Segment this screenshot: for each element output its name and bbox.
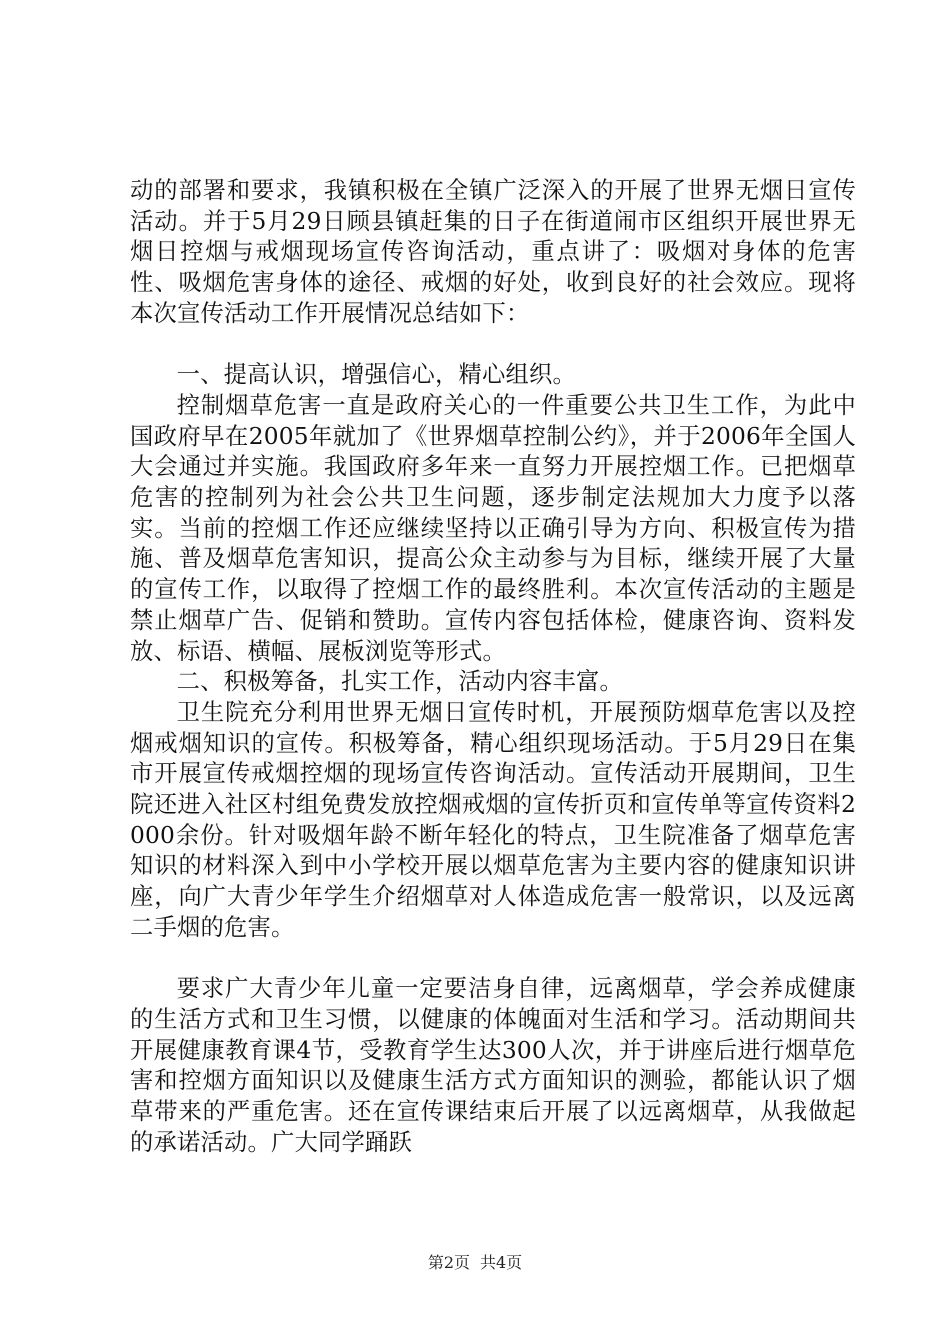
section-heading-2: 二、积极筹备，扎实工作，活动内容丰富。 — [176, 668, 624, 696]
document-body — [130, 176, 856, 1158]
page-footer — [0, 1253, 950, 1273]
section-2-paragraph: 卫生院充分利用世界无烟日宣传时机，开展预防烟草危害以及控烟戒烟知识的宣传。积极筹备，精心组织现场活动。于5月29日在集市开展宣传戒烟控烟的现场宣传咨询活动。宣传活动开展期间，卫生院还进入社区村组免费发放控烟戒烟的宣传折页和宣传单等宣传资料2000余份。针对吸烟年龄不断年轻化的特点，卫生院准备了烟草危害知识的材料深入到中小学校开展以烟草危害为主要内容的健康知识讲座，向广大青少年学生介绍烟草对人体造成危害一般常识，以及远离二手烟的危害。 — [130, 698, 856, 941]
page-total: 共4页 — [480, 1253, 523, 1272]
page-number: 第2页 — [427, 1253, 470, 1272]
section-2-continuation-paragraph: 要求广大青少年儿童一定要洁身自律，远离烟草，学会养成健康的生活方式和卫生习惯，以健康的体魄面对生活和学习。活动期间共开展健康教育课4节，受教育学生达300人次，并于讲座后进行烟草危害和控烟方面知识以及健康生活方式方面知识的测验，都能认识了烟草带来的严重危害。还在宣传课结束后开展了以远离烟草，从我做起的承诺活动。广大同学踊跃 — [130, 975, 856, 1156]
intro-paragraph: 动的部署和要求，我镇积极在全镇广泛深入的开展了世界无烟日宣传活动。并于5月29日顾县镇赶集的日子在街道闹市区组织开展世界无烟日控烟与戒烟现场宣传咨询活动，重点讲了：吸烟对身体的危害性、吸烟危害身体的途径、戒烟的好处，收到良好的社会效应。现将本次宣传活动工作开展情况总结如下： — [130, 177, 856, 327]
section-heading-1: 一、提高认识，增强信心，精心组织。 — [176, 361, 577, 389]
section-1-paragraph: 控制烟草危害一直是政府关心的一件重要公共卫生工作，为此中国政府早在2005年就加了《世界烟草控制公约》，并于2006年全国人大会通过并实施。我国政府多年来一直努力开展控烟工作。已把烟草危害的控制列为社会公共卫生问题，逐步制定法规加大力度予以落实。当前的控烟工作还应继续坚持以正确引导为方向、积极宣传为措施、普及烟草危害知识，提高公众主动参与为目标，继续开展了大量的宣传工作，以取得了控烟工作的最终胜利。本次宣传活动的主题是禁止烟草广告、促销和赞助。宣传内容包括体检，健康咨询、资料发放、标语、横幅、展板浏览等形式。 — [130, 391, 856, 665]
